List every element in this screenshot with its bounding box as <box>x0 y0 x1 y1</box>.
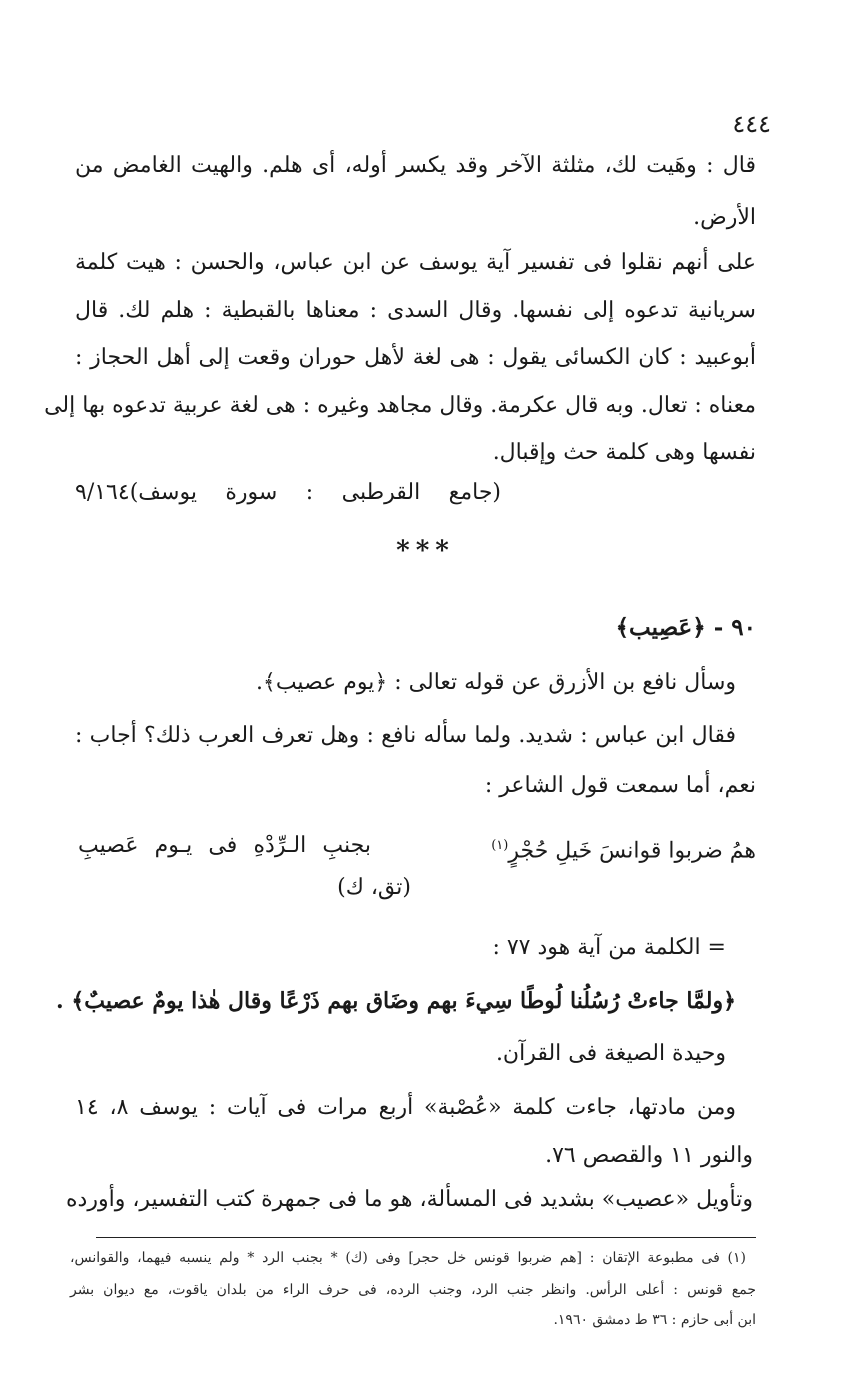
poem-hemistich-1 <box>376 828 756 869</box>
paragraph-2-line-3: أبوعبيد : كان الكسائى يقول : هى لغة لأهل حوران وقعت إلى أهل الحجاز : <box>75 345 756 370</box>
citation: (جامع القرطبى : سورة يوسف)٩/١٦٤ <box>75 480 501 505</box>
quran-intro: = الكلمة من آية هود ٧٧ : <box>492 935 726 960</box>
footnote-line-3: ابن أبى حازم : ٣٦ ط دمشق ١٩٦٠. <box>553 1312 756 1328</box>
question-line: وسأل نافع بن الأزرق عن قوله تعالى : ﴿يوم عصيب﴾. <box>255 670 736 695</box>
quran-verse: ﴿ولمَّا جاءتْ رُسُلُنا لُوطًا سِيءَ بهم وضَاق بهم ذَرْعًا وقال هٰذا يومٌ عصيبٌ﴾ . <box>56 988 736 1014</box>
footnote-divider <box>96 1237 756 1238</box>
poem-hemistich-2: بجنبِ الـرِّدْهِ فى يـوم عَصيبِ <box>78 833 371 858</box>
poem-source: (تق، ك) <box>337 875 411 900</box>
footnote-line-1: (١) فى مطبوعة الإتقان : [هم ضربوا قونس خل حجر] وفى (ك) * بجنب الرد * ولم ينسبه فيهما، والقوانس، <box>70 1250 746 1266</box>
answer-line-2: نعم، أما سمعت قول الشاعر : <box>484 773 756 798</box>
footnote-reference: (١) <box>491 838 509 853</box>
footnote-line-2: جمع قونس : أعلى الرأس. وانظر جنب الرد، وجنب الرده، فى حرف الراء من بلدان ياقوت، مع ديوان بشر <box>70 1282 756 1298</box>
paragraph-1-line-1: قال : وهَيت لك، مثلثة الآخر وقد يكسر أوله، أى هلم. والهيت الغامض من <box>75 153 756 178</box>
page-number: ٤٤٤ <box>732 110 771 138</box>
poem-hemistich-1-text: همُ ضربوا قوانسَ خَيلِ حُجْرٍ <box>508 838 756 864</box>
paragraph-2-line-5: نفسها وهى كلمة حث وإقبال. <box>492 440 756 465</box>
paragraph-1-line-2: الأرض. <box>693 205 756 230</box>
paragraph-2-line-4: معناه : تعال. وبه قال عكرمة. وقال مجاهد وغيره : هى لغة عربية تدعوه بها إلى <box>44 393 756 418</box>
section-separator: *** <box>396 536 455 566</box>
answer-line-1: فقال ابن عباس : شديد. ولما سأله نافع : وهل تعرف العرب ذلك؟ أجاب : <box>75 723 736 748</box>
interpretation-line: وتأويل «عصيب» بشديد فى المسألة، هو ما فى جمهرة كتب التفسير، وأورده <box>66 1187 753 1212</box>
unique-note: وحيدة الصيغة فى القرآن. <box>495 1041 726 1066</box>
entry-heading: ٩٠ - ﴿عَصِيب﴾ <box>615 614 756 641</box>
paragraph-2-line-1: على أنهم نقلوا فى تفسير آية يوسف عن ابن عباس، والحسن : هيت كلمة <box>75 250 756 275</box>
paragraph-2-line-2: سريانية تدعوه إلى نفسها. وقال السدى : معناها بالقبطية : هلم لك. قال <box>75 298 756 323</box>
derivatives-line-2: والنور ١١ والقصص ٧٦. <box>545 1143 753 1168</box>
derivatives-line-1: ومن مادتها، جاءت كلمة «عُصْبة» أربع مرات فى آيات : يوسف ٨، ١٤ <box>75 1095 737 1120</box>
